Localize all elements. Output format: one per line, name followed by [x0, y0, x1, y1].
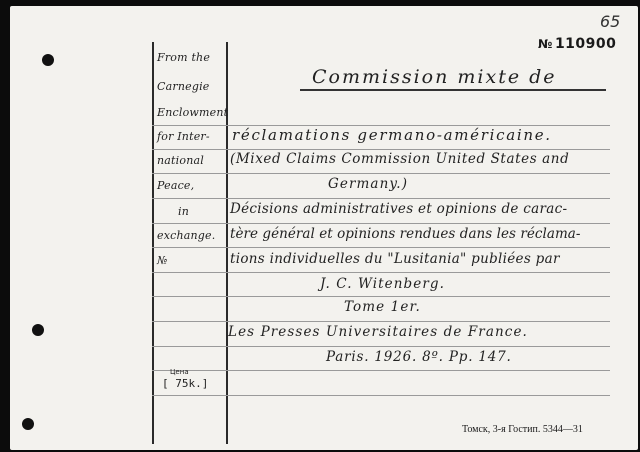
ruled-line: [152, 272, 610, 273]
price-label: Цена: [170, 368, 189, 376]
sidebar-line: Peace,: [157, 179, 195, 192]
body-line: Germany.): [328, 176, 409, 192]
ruled-line: [152, 247, 610, 248]
column-rule-left: [152, 42, 154, 444]
catalog-card: [10, 6, 638, 450]
body-line: Les Presses Universitaires de France.: [228, 324, 528, 340]
ruled-line: [152, 173, 610, 174]
price-stamp: [ 75k.]: [162, 377, 209, 390]
punch-hole-middle: [32, 324, 44, 336]
sidebar-line: Carnegie: [157, 80, 210, 93]
ruled-line: [152, 370, 610, 371]
column-rule-right: [226, 42, 228, 444]
printer-imprint: Томск, 3-я Гостип. 5344—31: [462, 424, 583, 435]
ruled-line: [152, 321, 610, 322]
sidebar-line: From the: [157, 51, 211, 64]
body-line: tions individuelles du "Lusitania" publiées par: [230, 251, 560, 267]
title-underline: [300, 89, 606, 91]
ruled-line: [152, 198, 610, 199]
sidebar-line: national: [157, 154, 204, 167]
ruled-line: [152, 346, 610, 347]
body-line: réclamations germano-américaine.: [232, 126, 552, 144]
punch-hole-bottom: [22, 418, 34, 430]
sidebar-line: in: [178, 205, 190, 218]
sidebar-line: №: [157, 254, 168, 267]
number-value: 110900: [554, 36, 617, 52]
body-line: Paris. 1926. 8º. Pp. 147.: [326, 349, 512, 365]
ruled-line: [152, 149, 610, 150]
body-line: (Mixed Claims Commission United States and: [230, 151, 570, 167]
ruled-line: [152, 223, 610, 224]
body-line: J. C. Witenberg.: [320, 276, 446, 292]
body-line: Décisions administratives et opinions de carac-: [230, 201, 568, 217]
ruled-line: [152, 395, 610, 396]
punch-hole-top: [42, 54, 54, 66]
card-title: Commission mixte de: [312, 66, 557, 88]
catalog-number: [538, 36, 616, 52]
sidebar-line: Enclowment: [157, 106, 229, 119]
sidebar-line: exchange.: [157, 229, 216, 242]
body-line: tère général et opinions rendues dans les réclama-: [230, 226, 581, 242]
sidebar-line: for Inter-: [157, 130, 210, 143]
ruled-line: [152, 296, 610, 297]
number-prefix: №: [538, 37, 553, 51]
corner-mark: 65: [600, 12, 621, 31]
body-line: Tome 1er.: [344, 299, 421, 315]
